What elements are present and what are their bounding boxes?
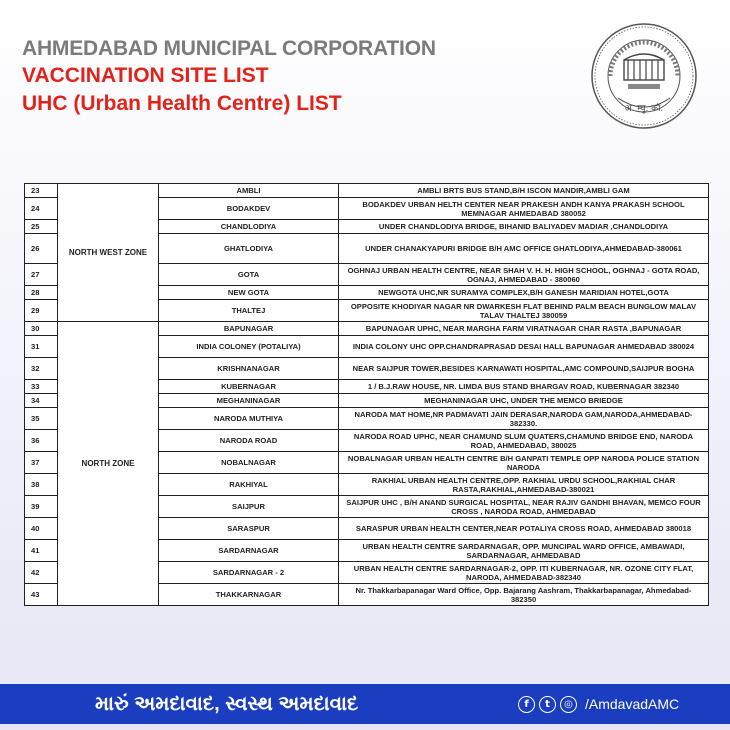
row-number: 38 xyxy=(25,474,58,496)
row-number: 24 xyxy=(25,198,58,220)
area-name: SAIJPUR xyxy=(159,496,339,518)
header xyxy=(22,36,436,118)
row-number: 35 xyxy=(25,408,58,430)
row-number: 37 xyxy=(25,452,58,474)
page-title: VACCINATION SITE LIST xyxy=(22,64,269,87)
site-address: NARODA MAT HOME,NR PADMAVATI JAIN DERASAR,NARODA GAM,NARODA,AHMEDABAD-382330. xyxy=(339,408,709,430)
area-name: INDIA COLONEY (POTALIYA) xyxy=(159,336,339,358)
site-address: UNDER CHANAKYAPURI BRIDGE B/H AMC OFFICE GHATLODIYA,AHMEDABAD-380061 xyxy=(339,234,709,264)
area-name: NARODA MUTHIYA xyxy=(159,408,339,430)
area-name: THALTEJ xyxy=(159,300,339,322)
row-number: 28 xyxy=(25,286,58,300)
area-name: SARASPUR xyxy=(159,518,339,540)
facebook-icon[interactable]: f xyxy=(518,696,535,713)
zone-north: NORTH ZONE xyxy=(58,322,159,606)
site-address: UNDER CHANDLODIYA BRIDGE, BIHANID BALIYADEV MADIAR ,CHANDLODIYA xyxy=(339,220,709,234)
area-name: BAPUNAGAR xyxy=(159,322,339,336)
site-address: URBAN HEALTH CENTRE SARDARNAGAR, OPP. MUNCIPAL WARD OFFICE, AMBAWADI, SARDARNAGAR, AHMEDABAD xyxy=(339,540,709,562)
site-address: NEAR SAIJPUR TOWER,BESIDES KARNAWATI HOSPITAL,AMC COMPOUND,SAIJPUR BOGHA xyxy=(339,358,709,380)
site-address: NOBALNAGAR URBAN HEALTH CENTRE B/H GANPATI TEMPLE OPP NARODA POLICE STATION NARODA xyxy=(339,452,709,474)
site-address: NARODA ROAD UPHC, NEAR CHAMUND SLUM QUATERS,CHAMUND BRIDGE END, NARODA ROAD, AHMEDABAD, 380025 xyxy=(339,430,709,452)
org-name: AHMEDABAD MUNICIPAL CORPORATION xyxy=(22,37,436,60)
site-address: URBAN HEALTH CENTRE SARDARNAGAR-2, OPP. ITI KUBERNAGAR, NR. OZONE CITY FLAT, NARODA, AHMEDABAD-382340 xyxy=(339,562,709,584)
amc-seal-logo xyxy=(588,20,700,132)
site-address: RAKHIAL URBAN HEALTH CENTRE,OPP. RAKHIAL URDU SCHOOL,RAKHIAL CHAR RASTA,RAKHIAL,AHMEDABAD-380021 xyxy=(339,474,709,496)
site-address: INDIA COLONY UHC OPP.CHANDRAPRASAD DESAI HALL BAPUNAGAR AHMEDABAD 380024 xyxy=(339,336,709,358)
row-number: 26 xyxy=(25,234,58,264)
zone-north-west: NORTH WEST ZONE xyxy=(58,184,159,322)
row-number: 34 xyxy=(25,394,58,408)
row-number: 32 xyxy=(25,358,58,380)
area-name: GHATLODIYA xyxy=(159,234,339,264)
area-name: RAKHIYAL xyxy=(159,474,339,496)
seal-text: अ. म्यु. कॉ. xyxy=(624,104,664,114)
row-number: 33 xyxy=(25,380,58,394)
site-address: 1 / B.J.RAW HOUSE, NR. LIMDA BUS STAND BHARGAV ROAD, KUBERNAGAR 382340 xyxy=(339,380,709,394)
vaccination-site-table xyxy=(24,183,708,606)
area-name: THAKKARNAGAR xyxy=(159,584,339,606)
row-number: 39 xyxy=(25,496,58,518)
site-address: SAIJPUR UHC , B/H ANAND SURGICAL HOSPITAL, NEAR RAJIV GANDHI BHAVAN, MEMCO FOUR CROSS , NARODA ROAD, AHMEDABAD xyxy=(339,496,709,518)
site-address: OPPOSITE KHODIYAR NAGAR NR DWARKESH FLAT BEHIND PALM BEACH BUNGLOW MALAV TALAV THALTEJ 380059 xyxy=(339,300,709,322)
site-address: NEWGOTA UHC,NR SURAMYA COMPLEX,B/H GANESH MARIDIAN HOTEL,GOTA xyxy=(339,286,709,300)
area-name: BODAKDEV xyxy=(159,198,339,220)
site-address: SARASPUR URBAN HEALTH CENTER,NEAR POTALIYA CROSS ROAD, AHMEDABAD 380018 xyxy=(339,518,709,540)
area-name: NEW GOTA xyxy=(159,286,339,300)
row-number: 36 xyxy=(25,430,58,452)
row-number: 29 xyxy=(25,300,58,322)
page-subtitle: UHC (Urban Health Centre) LIST xyxy=(22,92,342,115)
site-address: AMBLI BRTS BUS STAND,B/H ISCON MANDIR,AMBLI GAM xyxy=(339,184,709,198)
row-number: 43 xyxy=(25,584,58,606)
footer-slogan: મારું અમદાવાદ, સ્વસ્થ અમદાવાદ xyxy=(95,693,359,715)
row-number: 27 xyxy=(25,264,58,286)
area-name: SARDARNAGAR xyxy=(159,540,339,562)
row-number: 31 xyxy=(25,336,58,358)
area-name: NOBALNAGAR xyxy=(159,452,339,474)
row-number: 23 xyxy=(25,184,58,198)
row-number: 40 xyxy=(25,518,58,540)
site-address: OGHNAJ URBAN HEALTH CENTRE, NEAR SHAH V. H. H. HIGH SCHOOL, OGHNAJ - GOTA ROAD, OGNAJ, AHMEDABAD - 380060 xyxy=(339,264,709,286)
row-number: 42 xyxy=(25,562,58,584)
area-name: CHANDLODIYA xyxy=(159,220,339,234)
table-body xyxy=(25,184,709,606)
social-handle[interactable]: /AmdavadAMC xyxy=(585,696,680,712)
area-name: MEGHANINAGAR xyxy=(159,394,339,408)
area-name: AMBLI xyxy=(159,184,339,198)
area-name: KUBERNAGAR xyxy=(159,380,339,394)
row-number: 41 xyxy=(25,540,58,562)
area-name: KRISHNANAGAR xyxy=(159,358,339,380)
row-number: 25 xyxy=(25,220,58,234)
twitter-icon[interactable]: t xyxy=(539,696,556,713)
social-links xyxy=(518,694,679,714)
area-name: GOTA xyxy=(159,264,339,286)
table-row xyxy=(25,322,709,336)
area-name: SARDARNAGAR - 2 xyxy=(159,562,339,584)
site-address: BODAKDEV URBAN HELTH CENTER NEAR PRAKESH ANDH KANYA PRAKASH SCHOOL MEMNAGAR AHMEDABAD 380052 xyxy=(339,198,709,220)
footer-bar xyxy=(0,684,730,724)
site-address: BAPUNAGAR UPHC, NEAR MARGHA FARM VIRATNAGAR CHAR RASTA ,BAPUNAGAR xyxy=(339,322,709,336)
table-row xyxy=(25,184,709,198)
site-address: MEGHANINAGAR UHC, UNDER THE MEMCO BRIEDGE xyxy=(339,394,709,408)
instagram-icon[interactable]: ◎ xyxy=(560,696,577,713)
row-number: 30 xyxy=(25,322,58,336)
area-name: NARODA ROAD xyxy=(159,430,339,452)
site-address: Nr. Thakkarbapanagar Ward Office, Opp. Bajarang Aashram, Thakkarbapanagar, Ahmedabad-382350 xyxy=(339,584,709,606)
